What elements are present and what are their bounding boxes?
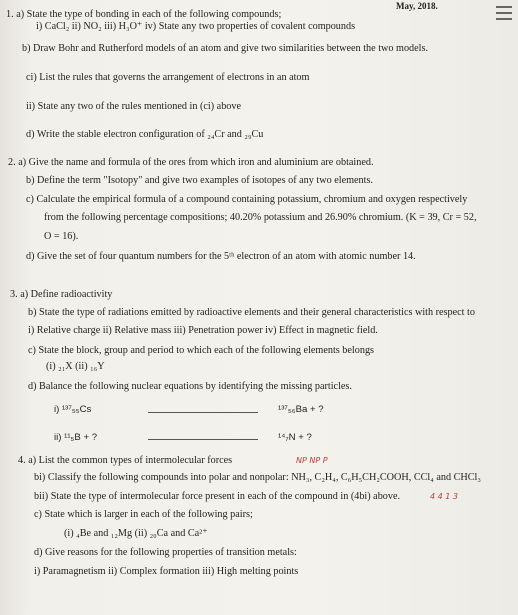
eq2-left: ii) ¹¹₅B + ? bbox=[54, 432, 98, 443]
q1d: d) Write the stable electron configuration of ₂₄Cr and ₂₉Cu bbox=[26, 129, 264, 140]
q4d: d) Give reasons for the following properties of transition metals: bbox=[34, 547, 297, 558]
q1b: b) Draw Bohr and Rutherford models of an atom and give two similarities between the two models. bbox=[22, 43, 428, 54]
q4d-items: i) Paramagnetism ii) Complex formation iii) High melting points bbox=[34, 566, 299, 577]
q4c-items: (i) ₄Be and ₁₂Mg (ii) ₂₀Ca and Ca²⁺ bbox=[64, 528, 208, 539]
handwriting-1: NP NP P bbox=[296, 456, 328, 465]
q3c: c) State the block, group and period to which each of the following elements belongs bbox=[28, 345, 374, 356]
q3c-items: (i) ₂₁X (ii) ₁₆Y bbox=[46, 361, 105, 372]
q3b: b) State the type of radiations emitted by radioactive elements and their general characteristics with respect to bbox=[28, 307, 475, 318]
eq1-arrow bbox=[148, 412, 258, 413]
q1ci: ci) List the rules that governs the arrangement of electrons in an atom bbox=[26, 72, 310, 83]
q3a: 3. a) Define radioactivity bbox=[10, 289, 113, 300]
eq1-left: i) ¹³⁷₅₅Cs bbox=[54, 404, 92, 415]
q2c-cont: from the following percentage compositions; 40.20% potassium and 26.90% chromium. (K = 39, Cr = 52, bbox=[44, 212, 477, 223]
q4bi: bi) Classify the following compounds into polar and nonpolar: NH₃, C₂H₄, C₆H₅CH₂COOH, CCl₄ and CHCl₃ bbox=[34, 472, 481, 483]
q3d: d) Balance the following nuclear equations by identifying the missing particles. bbox=[28, 381, 352, 392]
handwriting-2: 4 4 1 3 bbox=[430, 492, 458, 501]
q2a: 2. a) Give the name and formula of the ores from which iron and aluminium are obtained. bbox=[8, 157, 374, 168]
q4a: 4. a) List the common types of intermolecular forces bbox=[18, 455, 233, 466]
q4bii: bii) State the type of intermolecular force present in each of the compound in (4bi) above. bbox=[34, 491, 401, 502]
q1a-items: i) CaCl₂ ii) NO₂ iii) H₃O⁺ iv) State any two properties of covalent compounds bbox=[36, 21, 356, 32]
q4c: c) State which is larger in each of the following pairs; bbox=[34, 509, 253, 520]
date-header: May, 2018. bbox=[396, 1, 438, 11]
q2d: d) Give the set of four quantum numbers for the 5ᵗʰ electron of an atom with atomic number 14. bbox=[26, 251, 416, 262]
q2b: b) Define the term "Isotopy" and give two examples of isotopes of any two elements. bbox=[26, 175, 373, 186]
eq2-arrow bbox=[148, 439, 258, 440]
q3b-items: i) Relative charge ii) Relative mass iii) Penetration power iv) Effect in magnetic field. bbox=[28, 325, 378, 336]
q1cii: ii) State any two of the rules mentioned in (ci) above bbox=[26, 101, 242, 112]
eq1-right: ¹³⁷₅₆Ba + ? bbox=[278, 404, 324, 415]
eq2-right: ¹⁴₇N + ? bbox=[278, 432, 312, 443]
q1a: 1. a) State the type of bonding in each of the following compounds; bbox=[6, 9, 282, 20]
q2c: c) Calculate the empirical formula of a compound containing potassium, chromium and oxygen respectively bbox=[26, 194, 468, 205]
q2c-cont2: O = 16). bbox=[44, 231, 79, 242]
